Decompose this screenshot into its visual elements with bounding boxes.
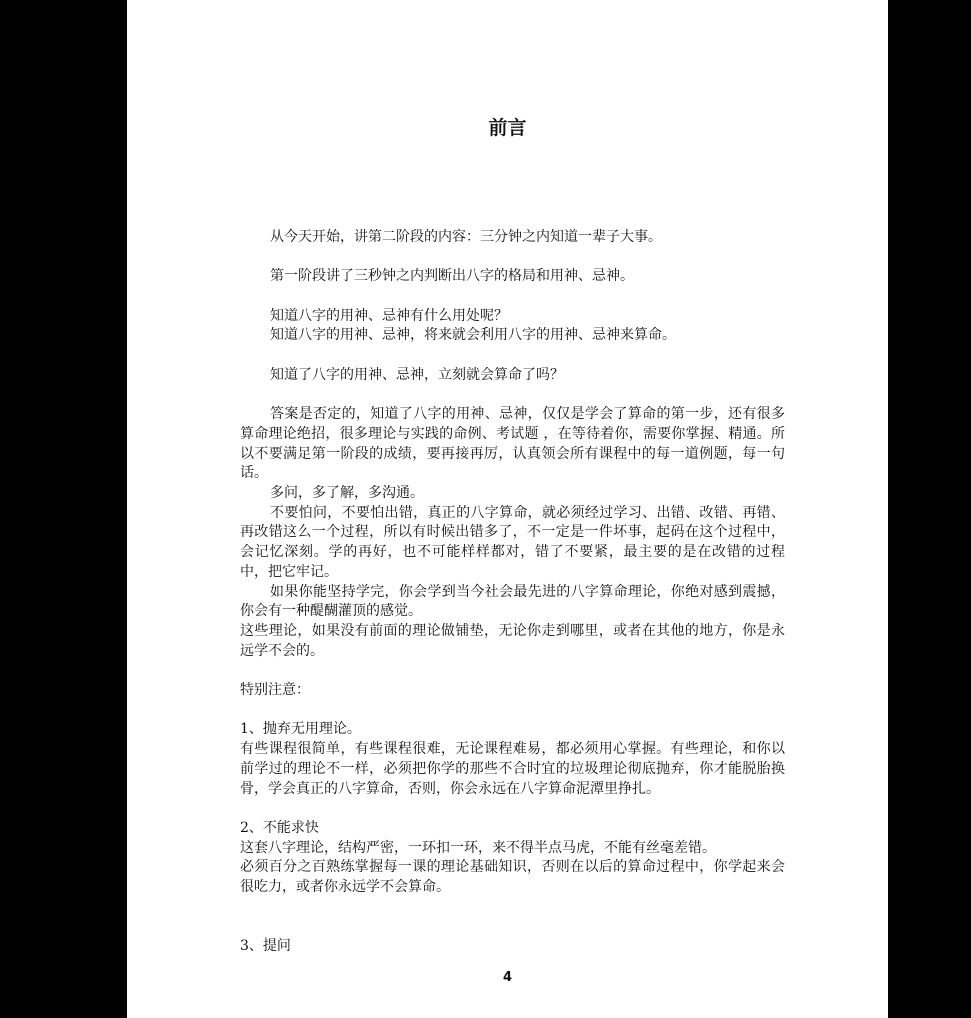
paragraph-intro: 从今天开始，讲第二阶段的内容：三分钟之内知道一辈子大事。 (270, 229, 662, 245)
paragraph-persist: 如果你能坚持学完，你会学到当今社会最先进的八字算命理论，你绝对感到震撼，你会有一种醍醐灌顶的感觉。 (240, 583, 785, 620)
paragraph-stage-one: 第一阶段讲了三秒钟之内判断出八字的格局和用神、忌神。 (270, 268, 634, 285)
paragraph-answer-2: 答案是否定的，知道了八字的用神、忌神，仅仅是学会了算命的第一步，还有很多算命理论绝招，很多理论与实践的命例、考试题 ，在等待着你，需要你掌握、精通。所以不要满足第一阶段的成绩，要再接再厉，认真领会所有课程中的每一道例题，每一句话。 (240, 406, 785, 482)
paragraph-dont-fear: 不要怕问，不要怕出错，真正的八字算命，就必须经过学习、出错、改错、再错、再改错这么一个过程，所以有时候出错多了，不一定是一件坏事，起码在这个过程中，会记忆深刻。学的再好，也不可能样样都对，错了不要紧，最主要的是在改错的过程中，把它牢记。 (240, 504, 785, 580)
item-3-heading: 3、提问 (240, 938, 291, 955)
item-2-heading: 2、不能求快 (240, 819, 319, 836)
item-1-heading: 1、抛弃无用理论。 (240, 721, 361, 738)
item-2-text-1: 这套八字理论，结构严密，一环扣一环，来不得半点马虎，不能有丝毫差错。 (240, 839, 716, 856)
paragraph-answer: 知道八字的用神、忌神，将来就会利用八字的用神、忌神来算命。 (270, 327, 676, 344)
item-1-text: 有些课程很简单，有些课程很难，无论课程难易，都必须用心掌握。有些理论，和你以前学过的理论不一样，必须把你学的那些不合时宜的垃圾理论彻底抛弃，你才能脱胎换骨，学会真正的八字算命，否则，你会永远在八字算命泥潭里挣扎。 (240, 741, 785, 797)
page-number: 4 (502, 970, 513, 985)
document-body (240, 228, 785, 957)
note-heading: 特别注意： (240, 682, 310, 699)
paragraph-ask-more: 多问，多了解，多沟通。 (270, 485, 424, 502)
paragraph-question: 知道八字的用神、忌神有什么用处呢？ (270, 307, 508, 324)
item-2-text-2: 必须百分之百熟练掌握每一课的理论基础知识，否则在以后的算命过程中，你学起来会很吃力，或者你永远学不会算命。 (240, 859, 785, 896)
paragraph-theory: 这些理论，如果没有前面的理论做铺垫，无论你走到哪里，或者在其他的地方，你是永远学不会的。 (240, 623, 785, 659)
paragraph-question-2: 知道了八字的用神、忌神，立刻就会算命了吗？ (270, 366, 564, 383)
page-title: 前言 (488, 117, 527, 139)
document-page (127, 0, 888, 1018)
